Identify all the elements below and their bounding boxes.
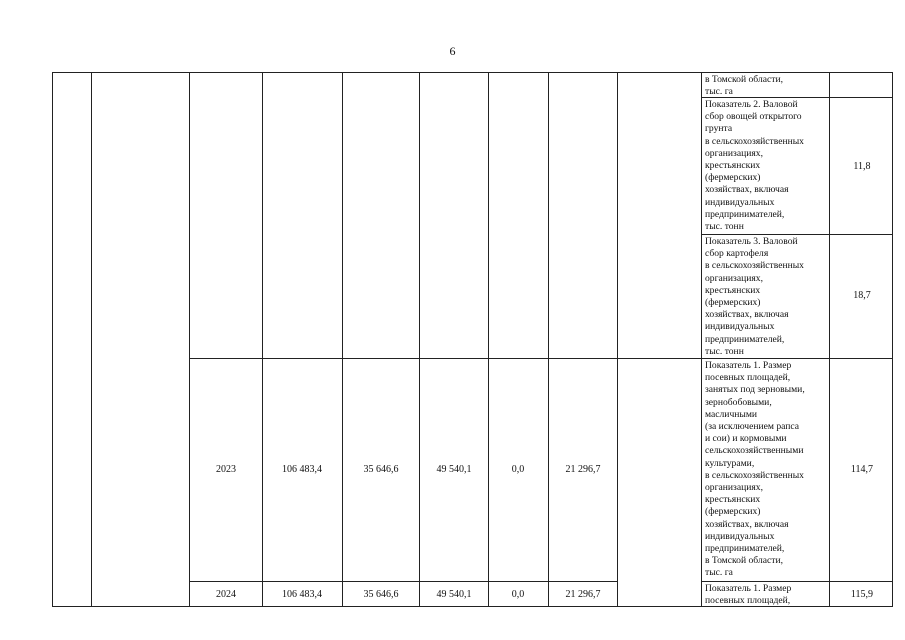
indicator-value: 115,9 (850, 589, 874, 600)
indicator-text: Показатель 1. Размер посевных площадей, занятых под зерновыми, зернобобовыми, масличными (за исключением рапса и сои) и кормовыми сельскохозяйственными культурами, в сельскохозяйственных организациях, крестьянских (фермерских) хозяйствах, включая индивидуальных предпринимателей, в Томской области, тыс. га (705, 360, 805, 579)
indicator-text: Показатель 1. Размер посевных площадей, (705, 583, 792, 607)
amount-cell-total: 106 483,4 (282, 589, 322, 600)
indicator-text: Показатель 3. Валовой сбор картофеля в сельскохозяйственных организациях, крестьянских (фермерских) хозяйствах, включая индивидуальных предпринимателей, тыс. тонн (705, 236, 804, 357)
indicator-text: Показатель 2. Валовой сбор овощей открытого грунта в сельскохозяйственных организациях, крестьянских (фермерских) хозяйствах, включая индивидуальных предпринимателей, тыс. тонн (705, 99, 804, 233)
column-divider (829, 72, 830, 607)
year-cell: 2023 (216, 464, 236, 475)
amount-cell-regional: 49 540,1 (436, 464, 472, 475)
amount-cell-other: 21 296,7 (565, 589, 601, 600)
amount-cell-local: 0,0 (511, 464, 525, 475)
row-divider (189, 581, 617, 582)
column-divider (342, 72, 343, 607)
indicator-value: 11,8 (853, 161, 871, 172)
column-divider (189, 72, 190, 607)
row-divider (701, 581, 893, 582)
column-divider (262, 72, 263, 607)
amount-cell-federal: 35 646,6 (363, 464, 399, 475)
indicator-text: в Томской области, тыс. га (705, 74, 783, 98)
column-divider (488, 72, 489, 607)
amount-cell-local: 0,0 (511, 589, 525, 600)
year-cell: 2024 (216, 589, 236, 600)
amount-cell-federal: 35 646,6 (363, 589, 399, 600)
row-divider (701, 234, 893, 235)
column-divider (701, 72, 702, 607)
column-divider (617, 72, 618, 607)
amount-cell-regional: 49 540,1 (436, 589, 472, 600)
page-number: 6 (449, 44, 456, 58)
column-divider (52, 72, 53, 607)
column-divider (91, 72, 92, 607)
column-divider (892, 72, 893, 607)
table-top-border (52, 72, 893, 73)
column-divider (419, 72, 420, 607)
amount-cell-total: 106 483,4 (282, 464, 322, 475)
row-divider (189, 358, 893, 359)
column-divider (548, 72, 549, 607)
amount-cell-other: 21 296,7 (565, 464, 601, 475)
indicator-value: 18,7 (853, 290, 871, 301)
indicator-value: 114,7 (850, 464, 874, 475)
